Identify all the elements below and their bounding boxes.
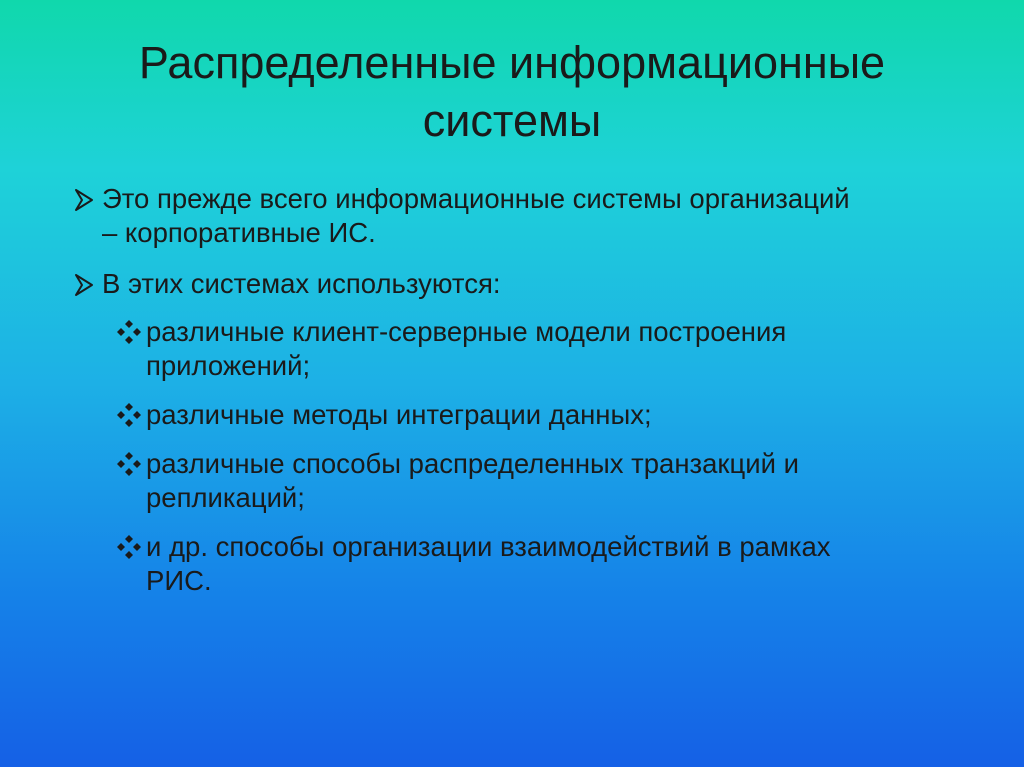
sub-bullet-item-1 — [116, 315, 972, 383]
sub-bullet-item-4-line-1: и др. способы организации взаимодействий в рамках — [146, 531, 831, 562]
sub-bullet-item-1-line-1: различные клиент-серверные модели построения — [146, 316, 787, 347]
sub-bullet-item-3-line-2: репликаций; — [146, 482, 305, 513]
sub-bullet-item-3-line-1: различные способы распределенных транзакций и — [146, 448, 799, 479]
slide-title — [40, 34, 984, 150]
slide-title-line-2: системы — [422, 95, 602, 146]
bullet-item-1 — [72, 182, 972, 250]
sub-bullet-item-3 — [116, 447, 972, 515]
bullet-item-1-line-1: Это прежде всего информационные системы организаций — [102, 183, 850, 214]
bullet-item-1-line-2: – корпоративные ИС. — [102, 217, 376, 248]
four-diamond-bullet-icon — [116, 402, 142, 428]
slide-title-line-1: Распределенные информационные — [138, 37, 886, 88]
sub-bullet-item-2-line-1: различные методы интеграции данных; — [146, 399, 652, 430]
sub-bullet-item-1-line-2: приложений; — [146, 350, 311, 381]
sub-bullet-item-2 — [116, 398, 972, 432]
sub-bullet-item-4-line-2: РИС. — [146, 565, 212, 596]
bullet-item-2-line-1: В этих системах используются: — [102, 268, 501, 299]
bullet-list — [72, 182, 972, 613]
arrowhead-bullet-icon — [74, 273, 94, 297]
sub-bullet-item-4 — [116, 530, 972, 598]
four-diamond-bullet-icon — [116, 451, 142, 477]
four-diamond-bullet-icon — [116, 534, 142, 560]
bullet-item-2 — [72, 267, 972, 301]
arrowhead-bullet-icon — [74, 188, 94, 212]
four-diamond-bullet-icon — [116, 319, 142, 345]
